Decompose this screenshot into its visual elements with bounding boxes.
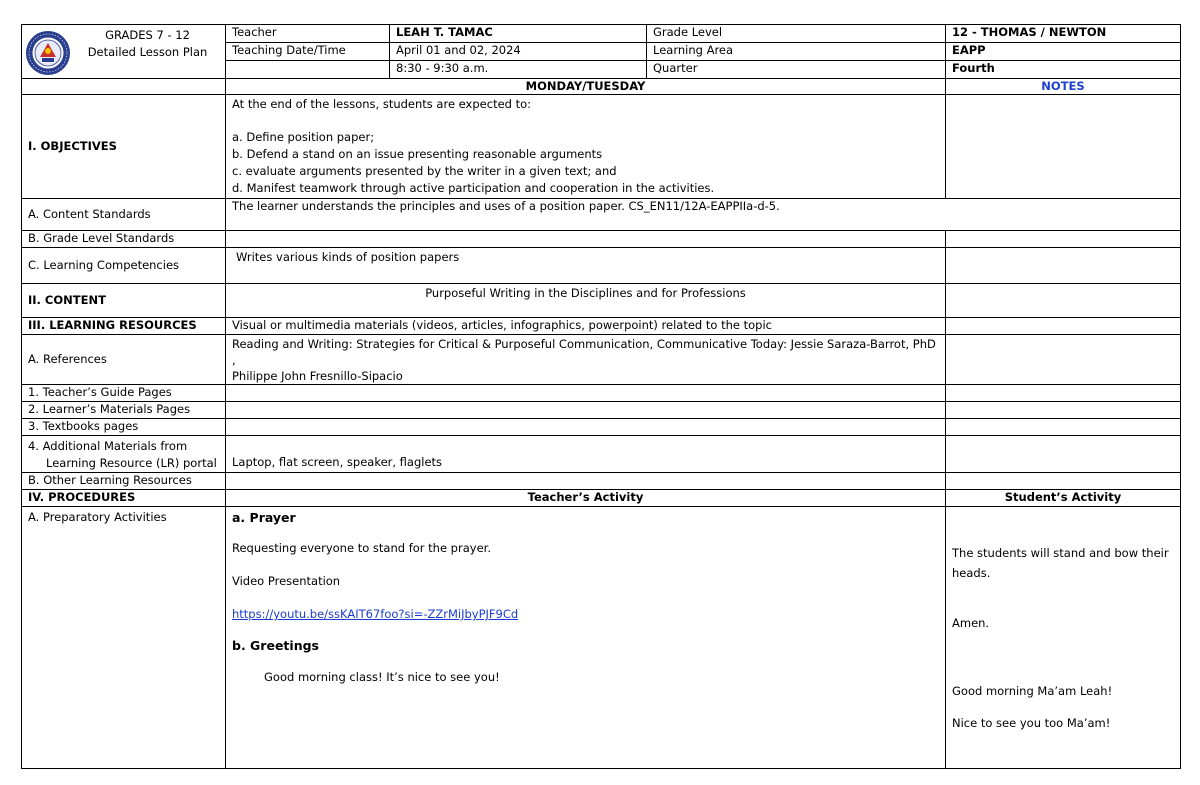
- grade-standards-notes: [946, 231, 1181, 248]
- student-response-3: Good morning Ma’am Leah!: [952, 684, 1113, 698]
- references-line-1: Reading and Writing: Strategies for Critical & Purposeful Communication, Communicative Today: Jessie Saraza-Barrot, PhD ,: [232, 337, 936, 367]
- other-resources-value: [226, 473, 946, 490]
- grade-level-label: Grade Level: [647, 25, 946, 43]
- greetings-title: b. Greetings: [232, 638, 319, 653]
- notes-heading: NOTES: [946, 79, 1181, 95]
- procedures-label: IV. PROCEDURES: [22, 490, 226, 507]
- grade-standards-label: B. Grade Level Standards: [22, 231, 226, 248]
- references-value: [226, 335, 946, 385]
- student-response-1: The students will stand and bow their heads.: [952, 546, 1169, 580]
- prayer-text: Requesting everyone to stand for the prayer.: [232, 541, 491, 555]
- plan-type-label: Detailed Lesson Plan: [87, 45, 208, 59]
- objective-item: a. Define position paper;: [232, 130, 375, 144]
- teacher-label: Teacher: [226, 25, 390, 43]
- date-label: Teaching Date/Time: [226, 43, 390, 61]
- content-standards-label: A. Content Standards: [22, 199, 226, 231]
- teachers-guide-label: 1. Teacher’s Guide Pages: [22, 385, 226, 402]
- day-heading: MONDAY/TUESDAY: [226, 79, 946, 95]
- objective-item: d. Manifest teamwork through active participation and cooperation in the activities.: [232, 181, 715, 195]
- quarter-value: Fourth: [946, 61, 1181, 79]
- objectives-notes: [946, 95, 1181, 199]
- competencies-label: C. Learning Competencies: [22, 248, 226, 284]
- student-response-2: Amen.: [952, 616, 990, 630]
- greetings-text: Good morning class! It’s nice to see you!: [264, 670, 500, 684]
- student-activity-content: [946, 507, 1181, 769]
- teacher-name: LEAH T. TAMAC: [390, 25, 647, 43]
- content-notes: [946, 284, 1181, 318]
- references-label: A. References: [22, 335, 226, 385]
- school-header-cell: [22, 25, 226, 79]
- student-activity-heading: Student’s Activity: [946, 490, 1181, 507]
- grade-level-value: 12 - THOMAS / NEWTON: [946, 25, 1181, 43]
- learners-materials-notes: [946, 402, 1181, 419]
- references-notes: [946, 335, 1181, 385]
- student-response-4: Nice to see you too Ma’am!: [952, 716, 1111, 730]
- grade-standards-value: [226, 231, 946, 248]
- grades-label: GRADES 7 - 12: [105, 28, 190, 42]
- resources-label: III. LEARNING RESOURCES: [22, 318, 226, 335]
- learners-materials-label: 2. Learner’s Materials Pages: [22, 402, 226, 419]
- deped-seal-icon: [25, 30, 71, 76]
- objective-item: c. evaluate arguments presented by the writer in a given text; and: [232, 164, 617, 178]
- learning-area-label: Learning Area: [647, 43, 946, 61]
- additional-materials-value: Laptop, flat screen, speaker, flaglets: [226, 436, 946, 473]
- additional-materials-label: [22, 436, 226, 473]
- lesson-plan-document: [21, 24, 1180, 769]
- teacher-activity-heading: Teacher’s Activity: [226, 490, 946, 507]
- blank-heading-cell: [22, 79, 226, 95]
- competencies-notes: [946, 248, 1181, 284]
- content-label: II. CONTENT: [22, 284, 226, 318]
- objectives-label: I. OBJECTIVES: [22, 95, 226, 199]
- prayer-title: a. Prayer: [232, 510, 296, 525]
- teacher-activity-content: [226, 507, 946, 769]
- other-resources-notes: [946, 473, 1181, 490]
- objectives-intro: At the end of the lessons, students are expected to:: [232, 97, 532, 111]
- additional-materials-line-2: Learning Resource (LR) portal: [46, 456, 217, 470]
- other-resources-label: B. Other Learning Resources: [22, 473, 226, 490]
- video-link[interactable]: https://youtu.be/ssKAIT67foo?si=-ZZrMiJbyPJF9Cd: [232, 607, 519, 621]
- objectives-content: [226, 95, 946, 199]
- textbooks-value: [226, 419, 946, 436]
- content-value: Purposeful Writing in the Disciplines and for Professions: [226, 284, 946, 318]
- objective-item: b. Defend a stand on an issue presenting reasonable arguments: [232, 147, 603, 161]
- teachers-guide-value: [226, 385, 946, 402]
- learners-materials-value: [226, 402, 946, 419]
- time-label-cell: [226, 61, 390, 79]
- additional-materials-notes: [946, 436, 1181, 473]
- time-value: 8:30 - 9:30 a.m.: [390, 61, 647, 79]
- textbooks-notes: [946, 419, 1181, 436]
- learning-area-value: EAPP: [946, 43, 1181, 61]
- resources-notes: [946, 318, 1181, 335]
- video-label: Video Presentation: [232, 574, 341, 588]
- preparatory-activities-label: A. Preparatory Activities: [22, 507, 226, 769]
- competencies-value: Writes various kinds of position papers: [226, 248, 946, 284]
- date-value: April 01 and 02, 2024: [390, 43, 647, 61]
- content-standards-value: The learner understands the principles and uses of a position paper. CS_EN11/12A-EAPPIIa-d-5.: [226, 199, 1181, 231]
- resources-value: Visual or multimedia materials (videos, articles, infographics, powerpoint) related to the topic: [226, 318, 946, 335]
- textbooks-label: 3. Textbooks pages: [22, 419, 226, 436]
- lesson-plan-table: [21, 24, 1181, 769]
- additional-materials-line-1: 4. Additional Materials from: [28, 439, 188, 453]
- teachers-guide-notes: [946, 385, 1181, 402]
- references-line-2: Philippe John Fresnillo-Sipacio: [232, 369, 403, 383]
- quarter-label: Quarter: [647, 61, 946, 79]
